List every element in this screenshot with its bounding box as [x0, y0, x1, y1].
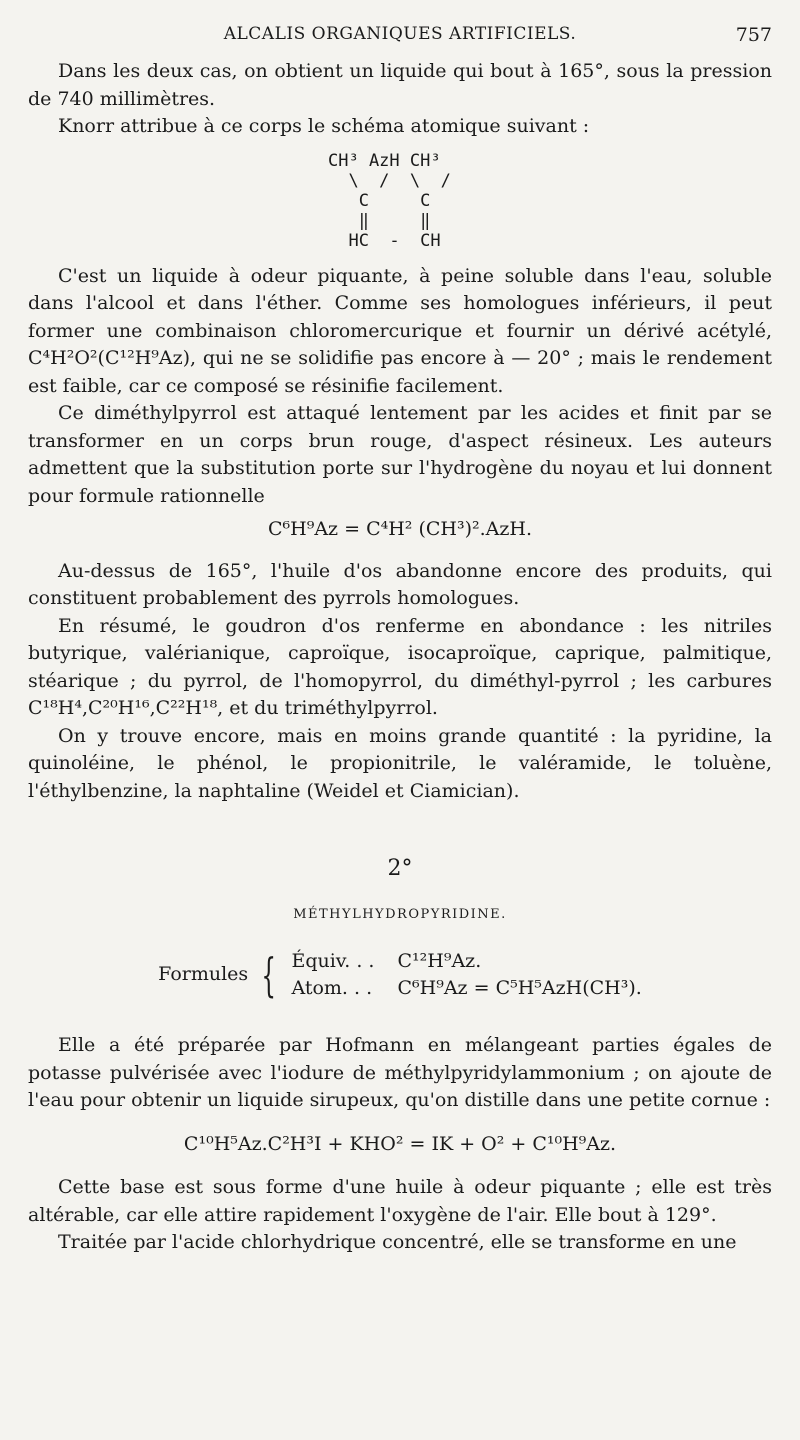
equiv-value: C¹²H⁹Az.	[397, 950, 482, 972]
paragraph: Au-dessus de 165°, l'huile d'os abandonne encore des produits, qui constituent probablement des pyrrols homologues.	[28, 559, 772, 609]
paragraph: Traitée par l'acide chlorhydrique concentré, elle se transforme en une	[58, 1231, 737, 1253]
structure-line: \ / \ /	[328, 170, 451, 191]
formulas-label: Formules	[158, 963, 249, 986]
running-head	[0, 18, 800, 48]
running-title: ALCALIS ORGANIQUES ARTIFICIELS.	[223, 24, 577, 44]
paragraph: C'est un liquide à odeur piquante, à peine soluble dans l'eau, soluble dans l'alcool et dans l'éther. Comme ses homologues inférieurs, il peut former une combinaison chloromercurique et fournir un dérivé acétylé, C⁴H²O²(C¹²H⁹Az), qui ne se solidifie pas encore à — 20° ; mais le rendement est faible, car ce composé se résinifie facilement.	[28, 264, 772, 397]
reaction-equation: C¹⁰H⁵Az.C²H³I + KHO² = IK + O² + C¹⁰H⁹Az.	[183, 1132, 617, 1155]
formulas-block	[28, 948, 772, 1002]
section-title: MÉTHYLHYDROPYRIDINE.	[293, 906, 507, 922]
formulas-rows	[291, 948, 641, 1002]
structural-formula	[328, 151, 772, 251]
paragraph: Ce diméthylpyrrol est attaqué lentement par les acides et finit par se transformer en un corps brun rouge, d'aspect résineux. Les auteurs admettent que la substitution porte sur l'hydrogène du noyau et lui donnent pour formule rationnelle	[28, 402, 772, 507]
paragraph: Cette base est sous forme d'une huile à odeur piquante ; elle est très altérable, car elle attire rapidement l'oxygène de l'air. Elle bout à 129°.	[28, 1176, 772, 1226]
page-number: 757	[735, 24, 772, 46]
equiv-label: Équiv. . .	[291, 950, 375, 972]
structure-line: ‖ ‖	[328, 210, 431, 231]
atom-label: Atom. . .	[291, 977, 373, 999]
formula-row-atom	[291, 975, 641, 1002]
paragraph: On y trouve encore, mais en moins grande quantité : la pyridine, la quinoléine, le phénol, le propionitrile, le valéramide, le toluène, l'éthylbenzine, la naphtaline (Weidel et Ciamician).	[28, 724, 772, 802]
structure-line: C C	[328, 190, 431, 211]
structure-line: HC - CH	[328, 230, 441, 251]
section-number: 2°	[387, 856, 413, 881]
body-text	[28, 58, 772, 1257]
paragraph: Elle a été préparée par Hofmann en mélangeant parties égales de potasse pulvérisée avec l'iodure de méthylpyridylammonium ; on ajoute de l'eau pour obtenir un liquide sirupeux, qu'on distille dans une petite cornue :	[28, 1034, 772, 1111]
atom-value: C⁶H⁹Az = C⁵H⁵AzH(CH³).	[397, 977, 642, 999]
brace-glyph: {	[261, 948, 277, 1002]
paragraph: Dans les deux cas, on obtient un liquide qui bout à 165°, sous la pression de 740 millimètres.	[28, 60, 772, 110]
formula-row-equiv	[291, 948, 641, 975]
paragraph: En résumé, le goudron d'os renferme en abondance : les nitriles butyrique, valérianique, caproïque, isocaproïque, caprique, palmitique, stéarique ; du pyrrol, de l'homopyrrol, du diméthyl-pyrrol ; les carbures C¹⁸H⁴,C²⁰H¹⁶,C²²H¹⁸, et du triméthylpyrrol.	[28, 614, 772, 719]
formula-rationnelle: C⁶H⁹Az = C⁴H² (CH³)².AzH.	[268, 518, 532, 540]
paragraph: Knorr attribue à ce corps le schéma atomique suivant :	[58, 115, 590, 137]
structure-line: CH³ AzH CH³	[328, 150, 441, 171]
